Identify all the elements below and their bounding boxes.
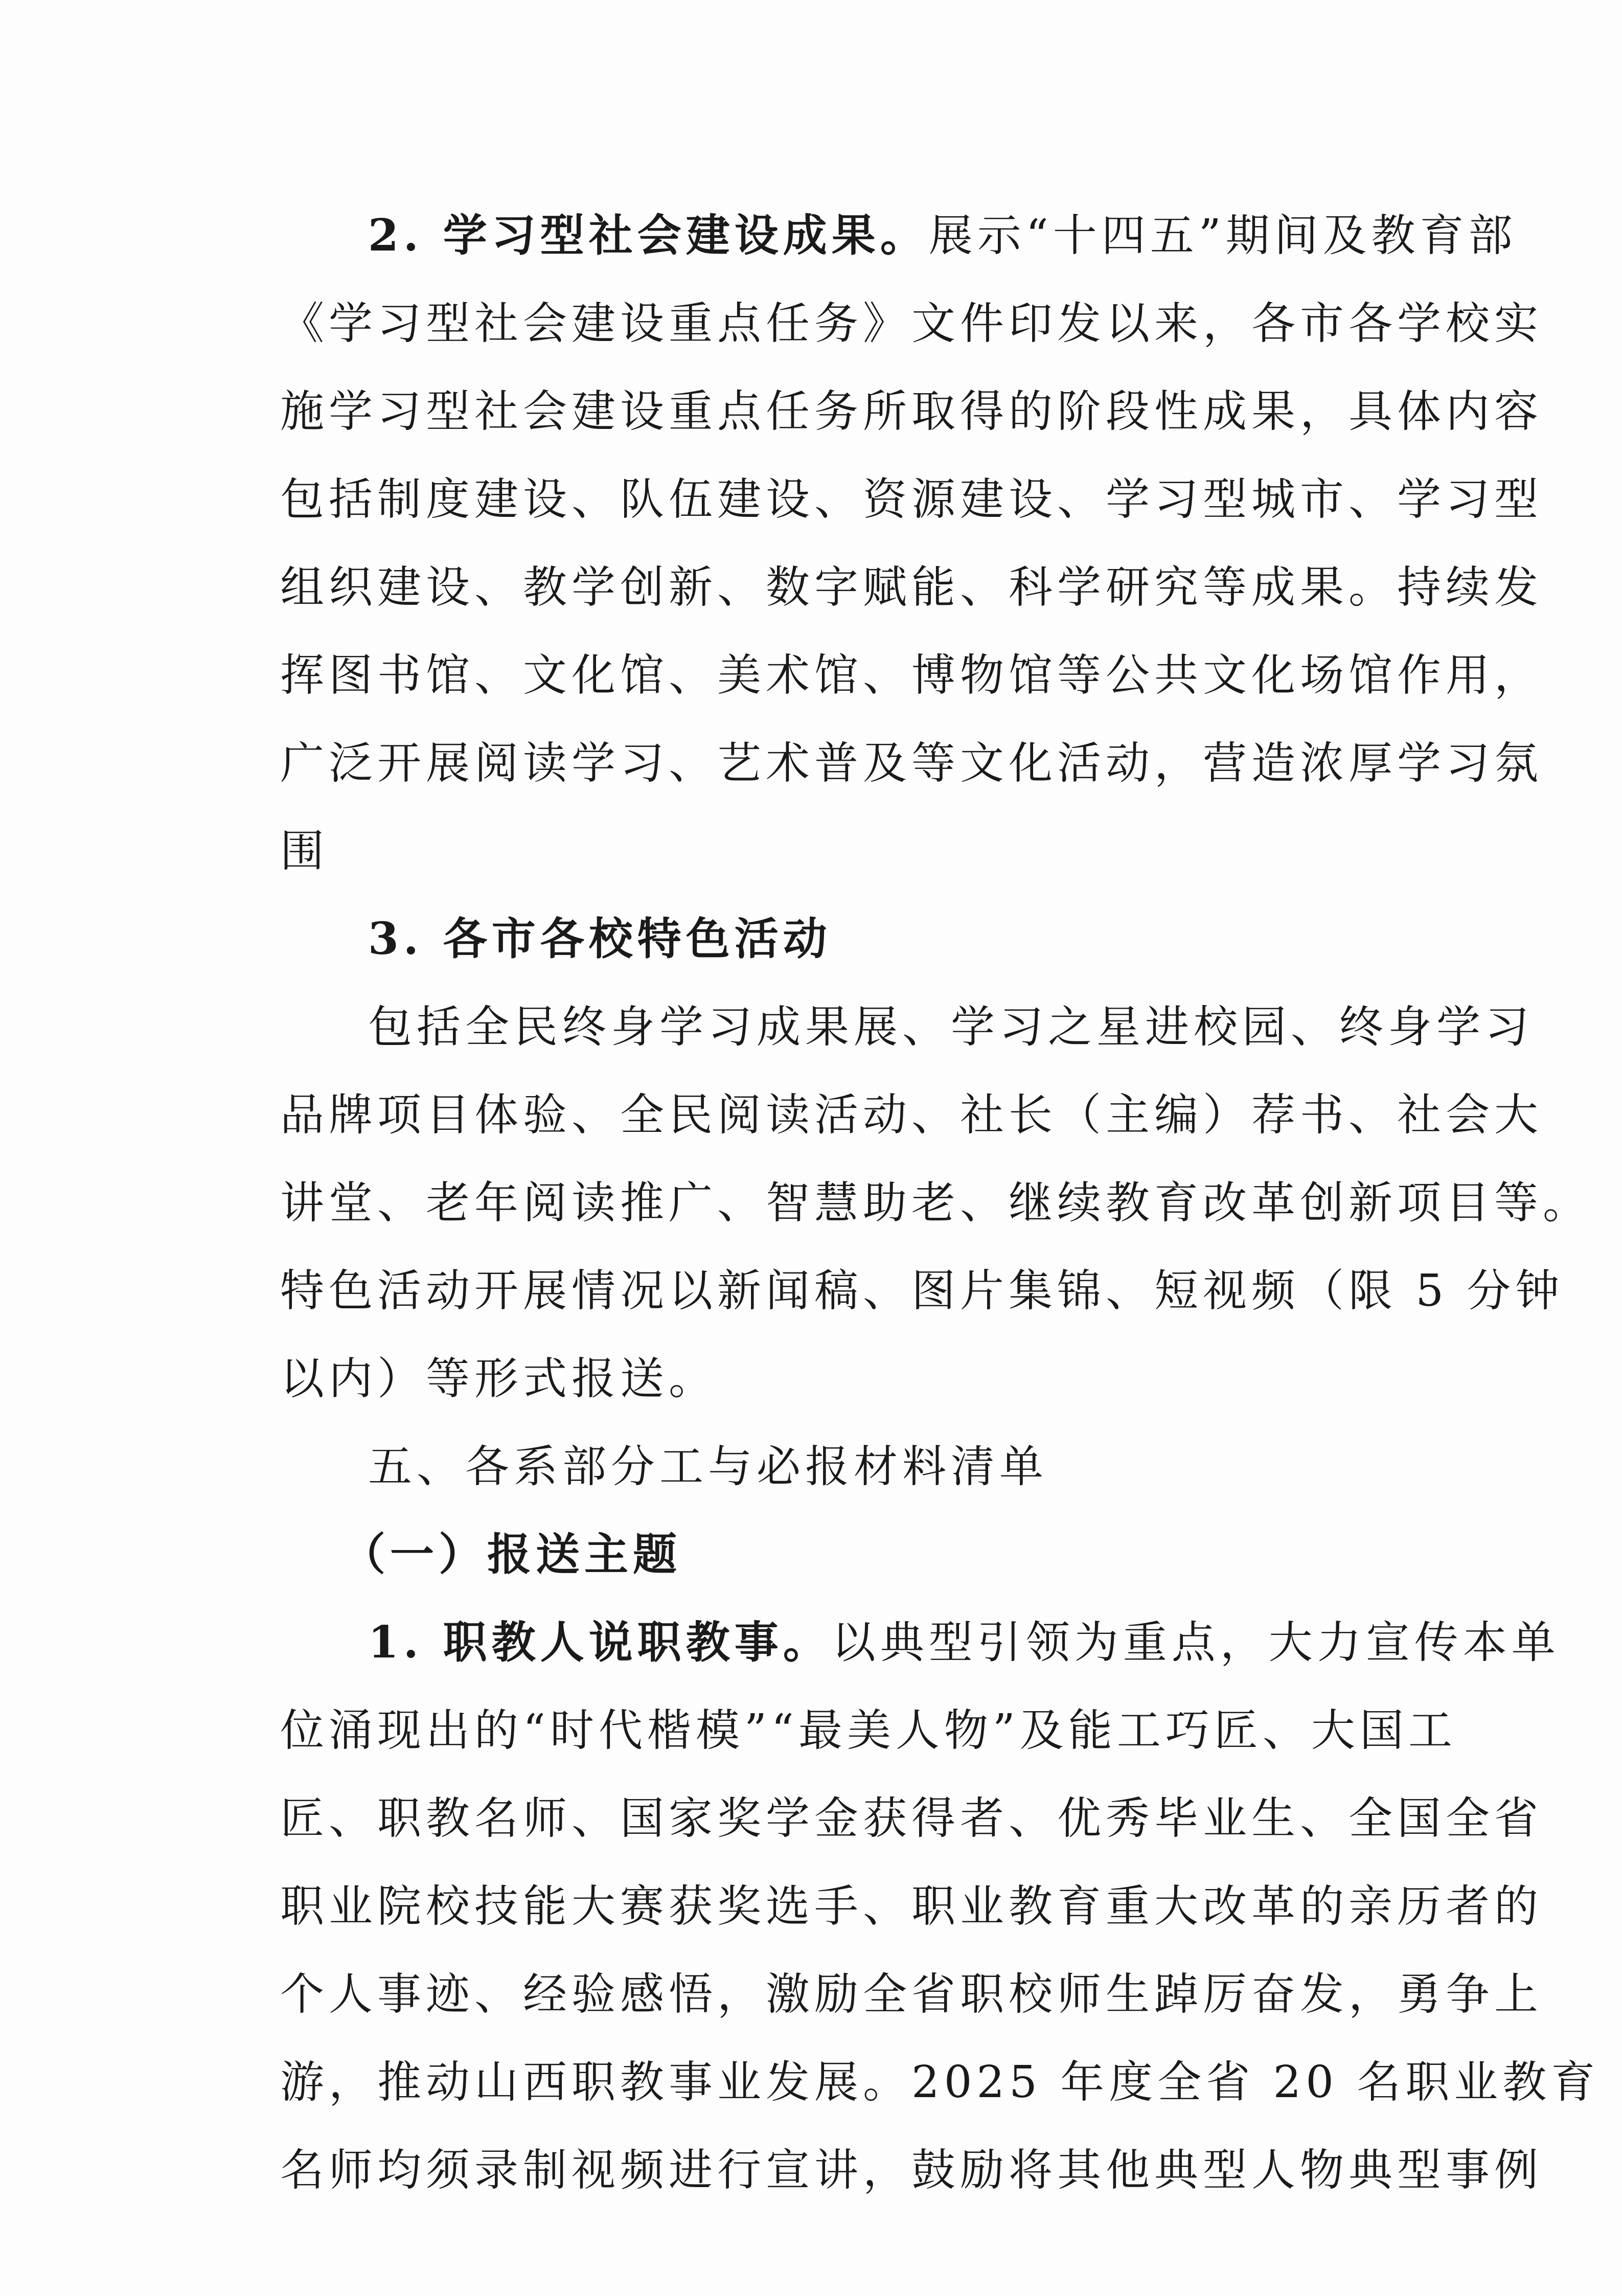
paragraph-line: 游，推动山西职教事业发展。2025 年度全省 20 名职业教育 (280, 2057, 1600, 2108)
paragraph-text: 展示“十四五”期间及教育部 (928, 210, 1517, 261)
paragraph-line: 广泛开展阅读学习、艺术普及等文化活动，营造浓厚学习氛 (280, 738, 1543, 789)
paragraph-line: 施学习型社会建设重点任务所取得的阶段性成果，具体内容 (280, 386, 1543, 437)
section-heading: 3. 各市各校特色活动 (368, 913, 832, 965)
paragraph-line: 包括制度建设、队伍建设、资源建设、学习型城市、学习型 (280, 474, 1543, 525)
chapter-heading: 五、各系部分工与必报材料清单 (368, 1441, 1048, 1492)
paragraph-text: 以典型引领为重点，大力宣传本单 (831, 1617, 1560, 1668)
document-body (280, 192, 1600, 2214)
paragraph-line: 挥图书馆、文化馆、美术馆、博物馆等公共文化场馆作用， (280, 650, 1543, 701)
paragraph-line: 个人事迹、经验感悟，激励全省职校师生踔厉奋发，勇争上 (280, 1969, 1543, 2020)
section-heading-inline: 2. 学习型社会建设成果。 (368, 210, 929, 261)
paragraph-line: 名师均须录制视频进行宣讲，鼓励将其他典型人物典型事例 (280, 2145, 1543, 2196)
subsection-heading: （一）报送主题 (341, 1529, 681, 1580)
paragraph-line: 《学习型社会建设重点任务》文件印发以来，各市各学校实 (280, 298, 1543, 349)
section-heading-inline: 1. 职教人说职教事。 (368, 1617, 832, 1668)
paragraph-line: 讲堂、老年阅读推广、智慧助老、继续教育改革创新项目等。 (280, 1177, 1591, 1229)
paragraph-line: 以内）等形式报送。 (280, 1353, 717, 1404)
paragraph-line: 位涌现出的“时代楷模”“最美人物”及能工巧匠、大国工 (280, 1705, 1457, 1756)
paragraph-line (280, 192, 1517, 280)
paragraph-line: 匠、职教名师、国家奖学金获得者、优秀毕业生、全国全省 (280, 1793, 1543, 1844)
paragraph-line: 品牌项目体验、全民阅读活动、社长（主编）荐书、社会大 (280, 1089, 1543, 1141)
paragraph-line: 特色活动开展情况以新闻稿、图片集锦、短视频（限 5 分钟 (280, 1265, 1564, 1316)
paragraph-line: 包括全民终身学习成果展、学习之星进校园、终身学习 (368, 1002, 1534, 1053)
paragraph-line: 围 (280, 826, 329, 877)
paragraph-line: 组织建设、教学创新、数字赋能、科学研究等成果。持续发 (280, 562, 1543, 613)
paragraph-line: 职业院校技能大赛获奖选手、职业教育重大改革的亲历者的 (280, 1881, 1543, 1932)
paragraph-line (280, 1599, 1560, 1687)
